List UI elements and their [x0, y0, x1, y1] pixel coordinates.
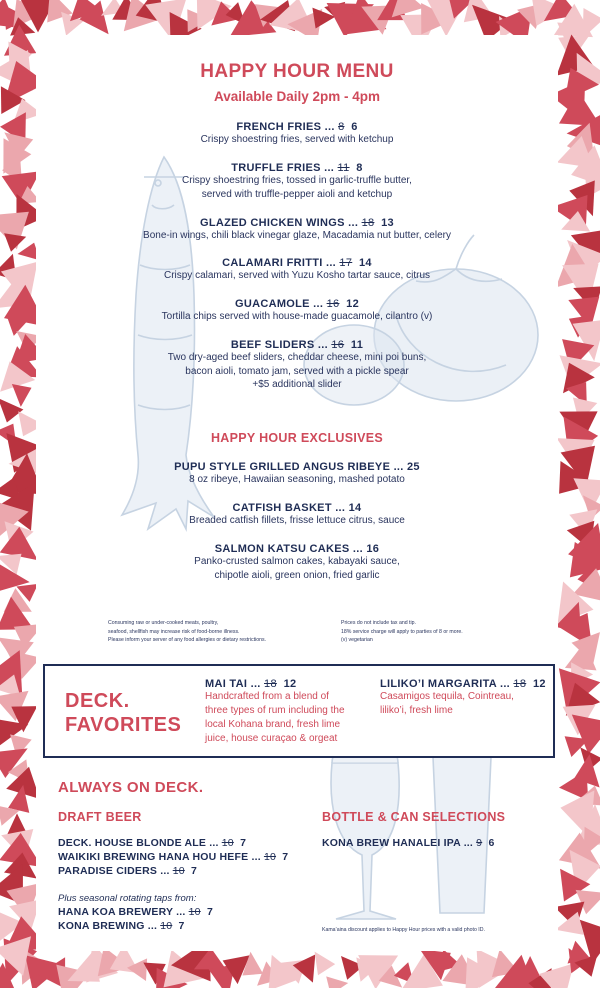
seasonal-taps-list — [58, 905, 318, 933]
item-name: CALAMARI FRITTI — [222, 257, 323, 269]
item-description: Tortilla chips served with house-made guacamole, cilantro (v) — [161, 311, 433, 322]
drink-item: LILIKO’I MARGARITA ... 18 12 Casamigos tequila, Cointreau, liliko’i, fresh lime — [380, 678, 546, 716]
price: 11 — [350, 339, 364, 351]
deck-favorites-box — [43, 664, 555, 758]
price: 13 — [381, 217, 394, 229]
item-description: Breaded catfish fillets, frisse lettuce citrus, sauce — [189, 515, 405, 526]
item-description: chipotle aioli, green onion, fried garlic — [214, 569, 380, 581]
border-triangle — [315, 952, 336, 976]
page-title: HAPPY HOUR MENU — [200, 61, 394, 82]
list-item: PARADISE CIDERS ... 10 7 — [58, 865, 198, 877]
old-price: 17 — [339, 257, 353, 269]
item-description: served with truffle-pepper aioli and ketchup — [201, 188, 393, 200]
old-price: 11 — [337, 162, 350, 174]
seasonal-note: Plus seasonal rotating taps from: — [58, 893, 197, 904]
item-name: CATFISH BASKET — [232, 502, 332, 514]
always-on-deck-heading: ALWAYS ON DECK. — [58, 779, 204, 796]
availability-subtitle: Available Daily 2pm - 4pm — [213, 89, 381, 104]
border-triangle — [583, 8, 600, 38]
item-name: LILIKO’I MARGARITA — [380, 678, 497, 690]
item-description: Crispy calamari, served with Yuzu Kosho tartar sauce, citrus — [163, 270, 431, 281]
menu-item: GLAZED CHICKEN WINGS ... 18 13 Bone-in wings, chili black vinegar glaze, Macadamia nut butter, celery — [36, 217, 558, 243]
list-item: HANA KOA BREWERY ... 10 7 — [58, 906, 214, 918]
item-description: Crispy shoestring fries, served with ketchup — [200, 134, 394, 145]
exclusives-heading: HAPPY HOUR EXCLUSIVES — [210, 431, 384, 445]
menu-item: TRUFFLE FRIES ... 11 8 Crispy shoestring fries, tossed in garlic-truffle butter, served with truffle-pepper aioli and ketchup — [36, 162, 558, 201]
menu-item: CATFISH BASKET ... 14 Breaded catfish fillets, frisse lettuce citrus, sauce — [36, 502, 558, 528]
item-name: SALMON KATSU CAKES — [214, 543, 350, 555]
list-item: WAIKIKI BREWING HANA HOU HEFE ... 10 7 — [58, 851, 289, 863]
item-name: PUPU STYLE GRILLED ANGUS RIBEYE — [174, 461, 391, 473]
item-name: FRENCH FRIES — [236, 121, 322, 133]
price: 25 — [407, 461, 420, 473]
food-safety-notice: Consuming raw or under-cooked meats, poultry, seafood, shellfish may increase risk of food-borne illness. Please inform your server of any food allergies or dietary restrictions. — [108, 620, 266, 643]
old-price: 8 — [338, 121, 345, 133]
item-description: 8 oz ribeye, Hawaiian seasoning, mashed potato — [189, 474, 405, 485]
item-description: +$5 additional slider — [252, 379, 342, 390]
item-description: Crispy shoestring fries, tossed in garlic-truffle butter, — [182, 175, 412, 186]
menu-item: CALAMARI FRITTI ... 17 14 Crispy calamari, served with Yuzu Kosho tartar sauce, citrus — [36, 257, 558, 283]
item-description: bacon aioli, tomato jam, served with a pickle spear — [185, 365, 409, 377]
old-price: 18 — [513, 678, 527, 690]
draft-beer-list — [58, 836, 318, 878]
deck-favorites-title: DECK. FAVORITES — [65, 690, 182, 736]
item-name: GUACAMOLE — [234, 298, 310, 310]
item-description: Bone-in wings, chili black vinegar glaze, Macadamia nut butter, celery — [143, 230, 451, 241]
price: 14 — [348, 502, 362, 514]
item-name: TRUFFLE FRIES — [231, 162, 321, 174]
price: 12 — [283, 678, 297, 690]
pricing-notice: Prices do not include tax and tip. 18% service charge will apply to parties of 8 or more. (v) vegetarian — [341, 620, 463, 643]
price: 12 — [346, 298, 359, 310]
list-item: KONA BREW HANALEI IPA ... 9 6 — [322, 837, 495, 849]
item-name: MAI TAI — [205, 678, 248, 690]
drink-item: MAI TAI ... 18 12 Handcrafted from a blend of three types of rum including the local Kohana brand, fresh lime juice, house curaçao & orgeat — [205, 678, 345, 744]
price: 14 — [358, 257, 372, 269]
border-triangle — [4, 233, 26, 252]
price: 6 — [351, 121, 358, 133]
item-name: BEEF SLIDERS — [230, 339, 315, 351]
item-description: Two dry-aged beef sliders, cheddar cheese, mini poi buns, — [167, 352, 427, 363]
price: 12 — [532, 678, 546, 690]
old-price: 16 — [326, 298, 340, 310]
draft-beer-heading: DRAFT BEER — [58, 810, 142, 824]
item-description: Panko-crusted salmon cakes, kabayaki sauce, — [194, 556, 400, 567]
item-name: GLAZED CHICKEN WINGS — [200, 217, 345, 229]
menu-item: SALMON KATSU CAKES ... 16 Panko-crusted salmon cakes, kabayaki sauce, chipotle aioli, green onion, fried garlic — [36, 543, 558, 582]
list-item: DECK. HOUSE BLONDE ALE ... 10 7 — [58, 837, 247, 849]
border-triangle — [12, 384, 32, 407]
bottle-can-heading: BOTTLE & CAN SELECTIONS — [322, 810, 506, 824]
old-price: 16 — [331, 339, 345, 351]
price: 16 — [366, 543, 380, 555]
menu-item: BEEF SLIDERS ... 16 11 Two dry-aged beef sliders, cheddar cheese, mini poi buns, bacon aioli, tomato jam, served with a pickle spear +$5 additional slider — [36, 339, 558, 392]
bottle-can-list — [322, 836, 552, 850]
old-price: 18 — [361, 217, 375, 229]
border-triangle — [326, 976, 348, 988]
old-price: 18 — [264, 678, 277, 690]
kamaaina-note: Kama’aina discount applies to Happy Hour prices with a valid photo ID. — [322, 927, 485, 933]
menu-item: FRENCH FRIES ... 8 6 Crispy shoestring fries, served with ketchup — [36, 121, 558, 147]
menu-item: PUPU STYLE GRILLED ANGUS RIBEYE ... 25 8 oz ribeye, Hawaiian seasoning, mashed potato — [36, 461, 558, 487]
price: 8 — [356, 162, 363, 174]
list-item: KONA BREWING ... 10 7 — [58, 920, 185, 932]
menu-item: GUACAMOLE ... 16 12 Tortilla chips served with house-made guacamole, cilantro (v) — [36, 298, 558, 324]
